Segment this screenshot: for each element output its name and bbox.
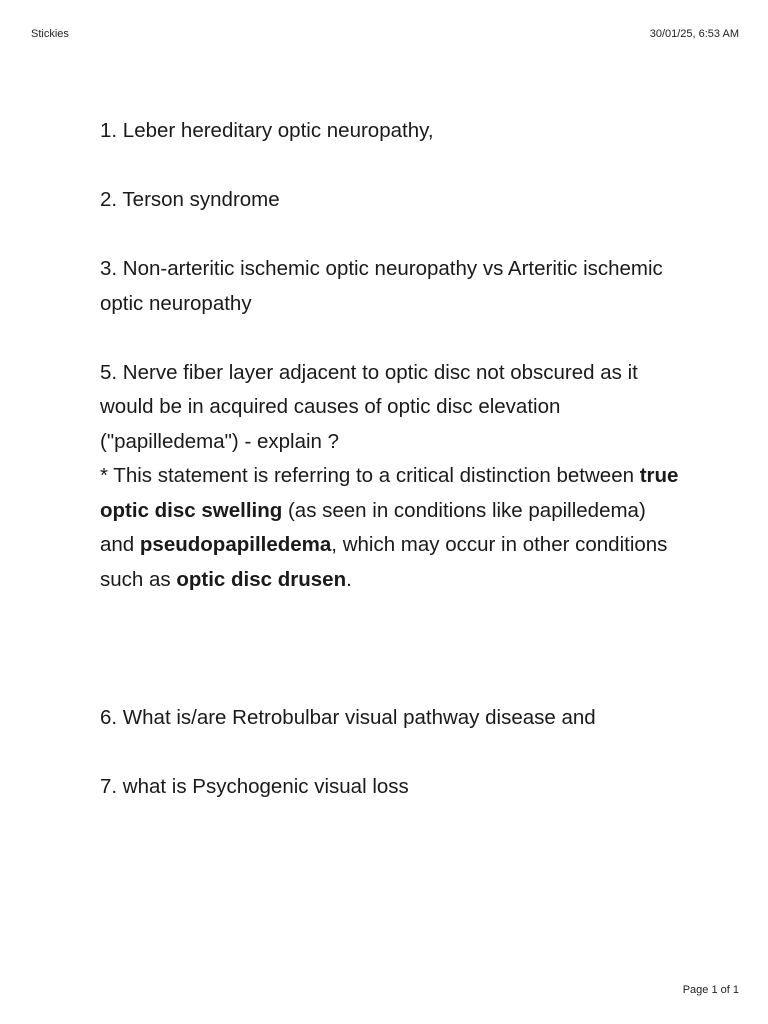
explanation-note <box>100 459 680 597</box>
spacer <box>100 597 680 701</box>
note-body <box>100 114 680 804</box>
item-1: 1. Leber hereditary optic neuropathy, <box>100 119 434 142</box>
item-5: 5. Nerve fiber layer adjacent to optic disc not obscured as it would be in acquired causes of optic disc elevation ("papilledema") - explain ? <box>100 360 638 453</box>
item-3: 3. Non-arteritic ischemic optic neuropathy vs Arteritic ischemic optic neuropathy <box>100 257 663 315</box>
item-7: 7. what is Psychogenic visual loss <box>100 774 409 798</box>
page-number: Page 1 of 1 <box>682 984 739 996</box>
spacer <box>100 149 680 184</box>
note-text: , which may occur in other conditions such as <box>100 533 668 591</box>
spacer <box>100 218 680 253</box>
app-name: Stickies <box>31 28 69 40</box>
note-text: . <box>346 567 352 591</box>
note-bold-term: optic disc drusen <box>176 567 347 591</box>
item-6: 6. What is/are Retrobulbar visual pathway disease and <box>100 705 596 729</box>
spacer <box>100 321 680 356</box>
note-bold-term: pseudopapilledema <box>139 533 332 556</box>
note-text: * This statement is referring to a critical distinction between <box>100 464 640 487</box>
spacer <box>100 735 680 770</box>
print-datetime: 30/01/25, 6:53 AM <box>649 28 739 40</box>
item-2: 2. Terson syndrome <box>100 188 280 211</box>
note-text: (as seen in conditions like papilledema) and <box>100 498 646 556</box>
note-bold-term: true optic disc swelling <box>100 464 679 522</box>
